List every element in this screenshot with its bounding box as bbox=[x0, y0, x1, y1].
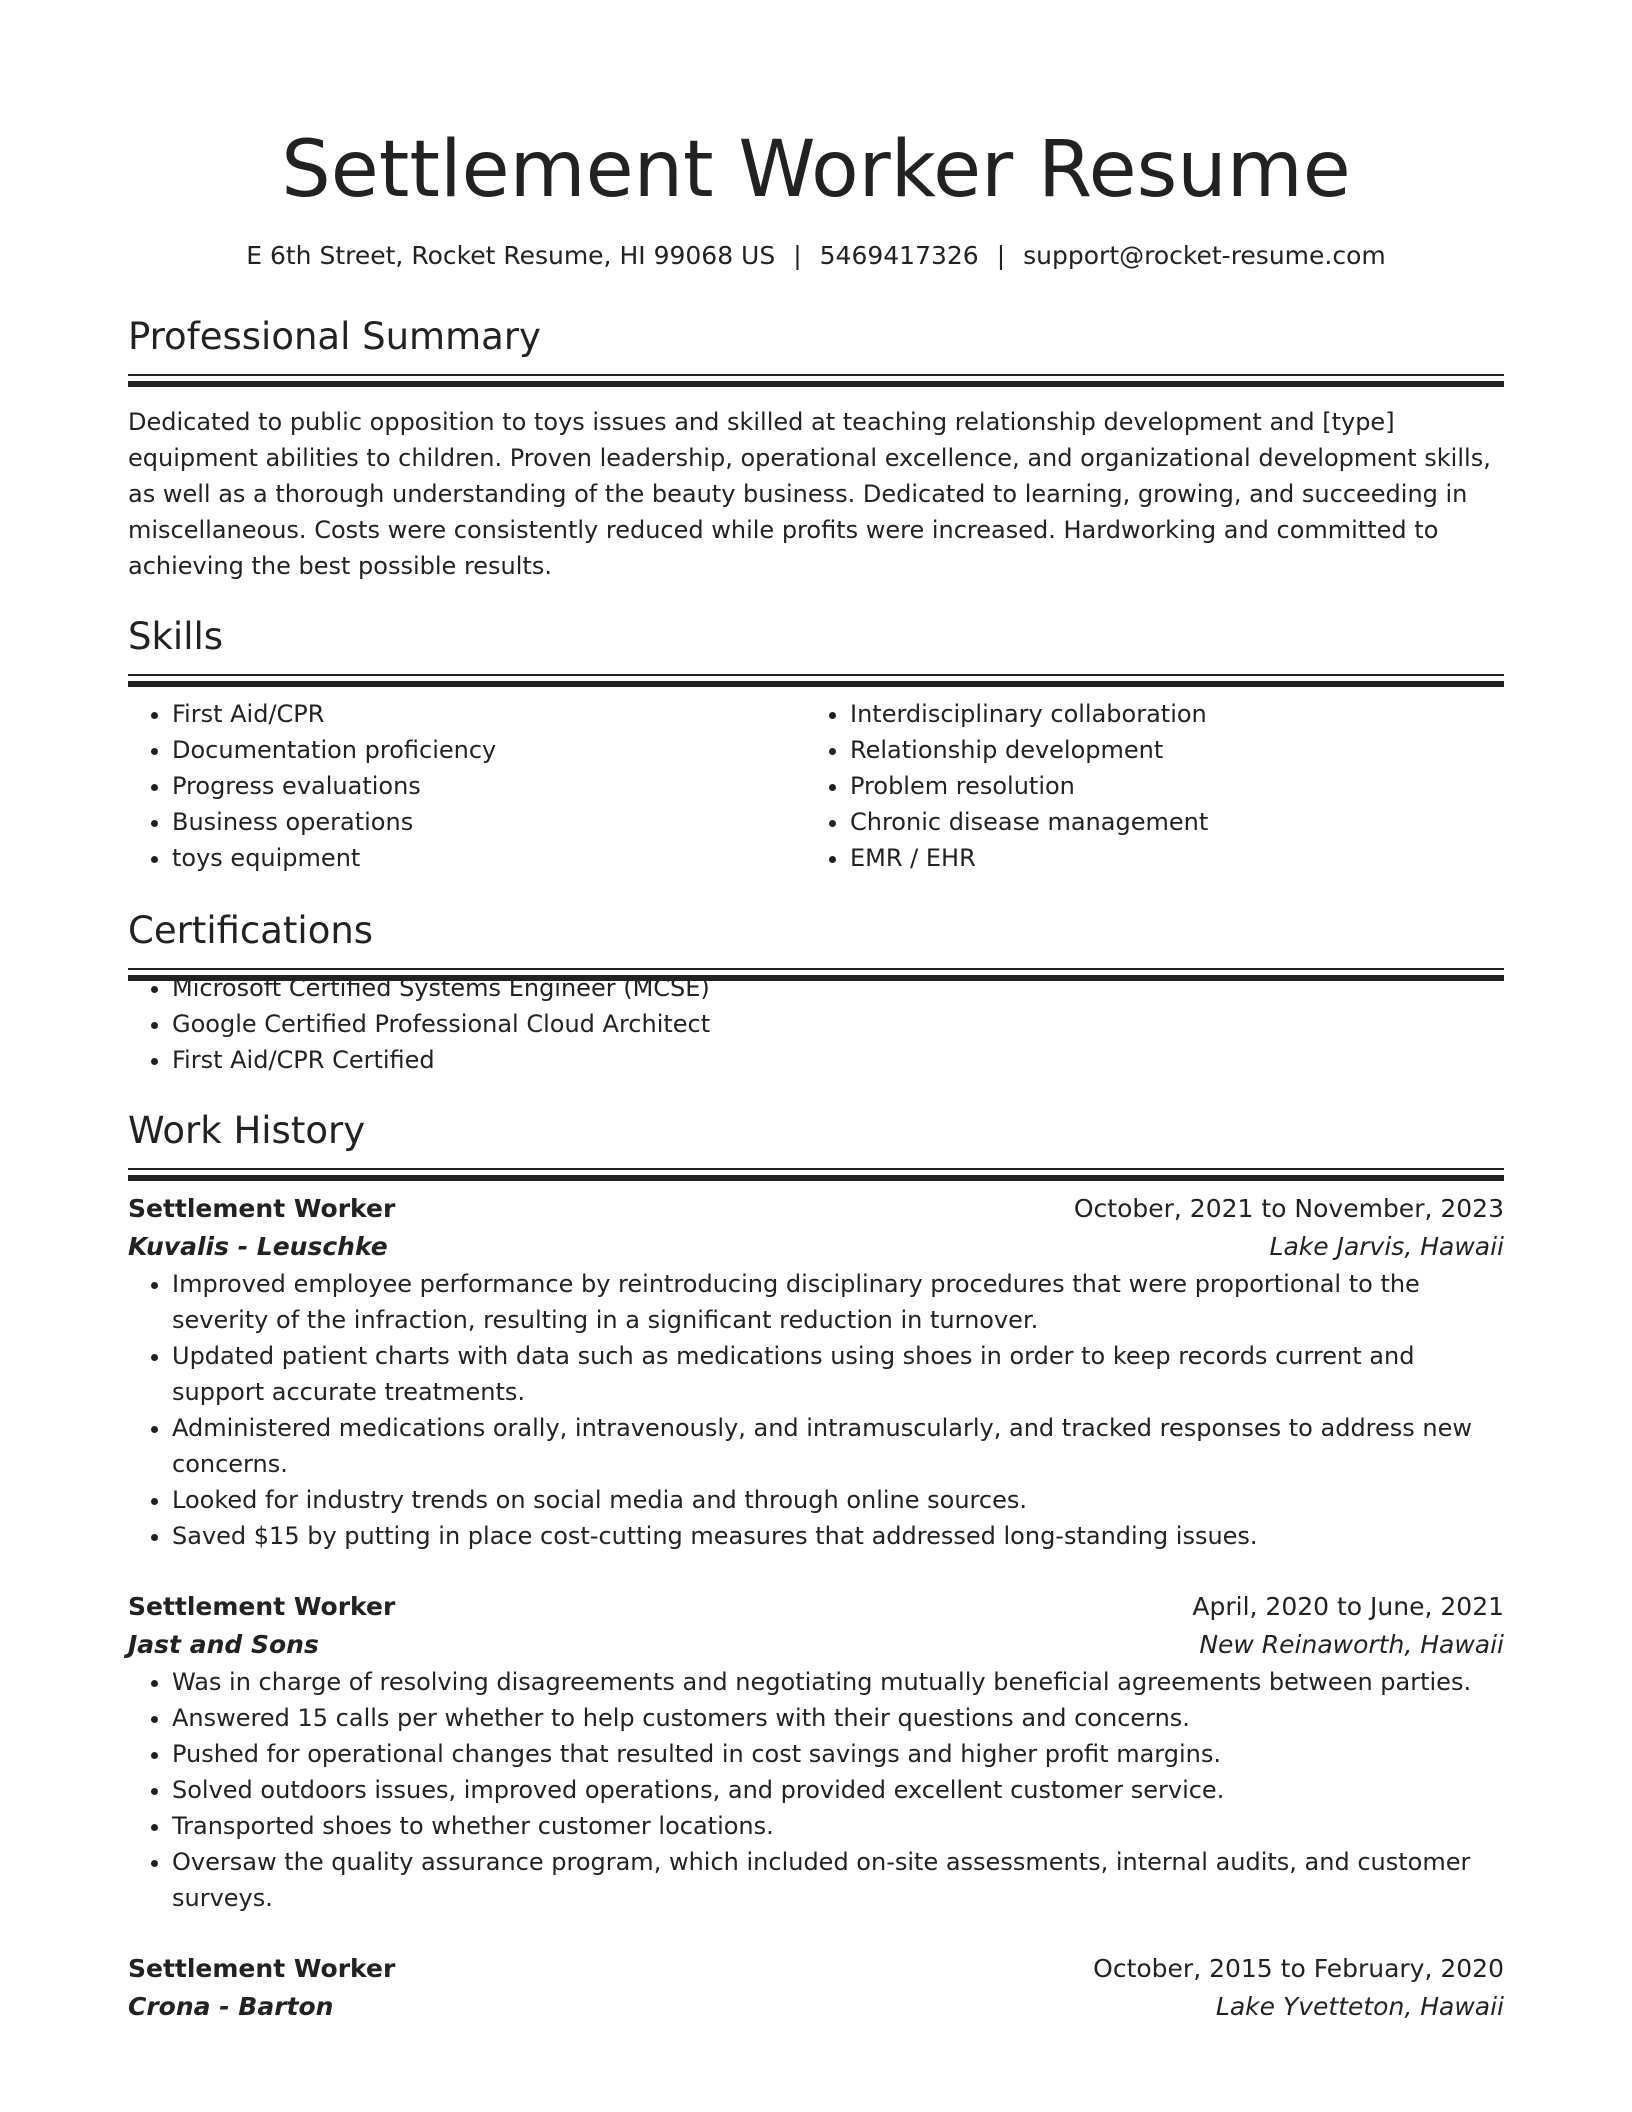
job-duties-list bbox=[128, 1664, 1504, 1916]
skill-item: • Documentation proficiency bbox=[172, 732, 806, 768]
contact-separator: | bbox=[996, 241, 1006, 270]
skills-column-right bbox=[806, 696, 1484, 876]
work-history-heading: Work History bbox=[128, 1109, 366, 1152]
job-duty-item: • Updated patient charts with data such as medications using shoes in order to keep records current and support accurate treatments. bbox=[172, 1338, 1504, 1410]
skills-grid bbox=[128, 696, 1504, 876]
job-header-row bbox=[128, 1950, 1504, 1988]
job-location: Lake Yvetteton, Hawaii bbox=[1215, 1992, 1504, 2021]
contact-separator: | bbox=[793, 241, 802, 270]
job-duty-item: • Answered 15 calls per whether to help customers with their questions and concerns. bbox=[172, 1700, 1504, 1736]
job-company: Jast and Sons bbox=[128, 1630, 319, 1659]
job-duty-item: • Transported shoes to whether customer locations. bbox=[172, 1808, 1504, 1844]
job-duty-item: • Pushed for operational changes that resulted in cost savings and higher profit margins. bbox=[172, 1736, 1504, 1772]
job-dates: October, 2021 to November, 2023 bbox=[1073, 1194, 1504, 1223]
job-company-row bbox=[128, 1228, 1504, 1266]
summary-heading: Professional Summary bbox=[128, 315, 541, 358]
contact-line bbox=[128, 240, 1504, 272]
skill-item: • Relationship development bbox=[850, 732, 1484, 768]
job-company-row bbox=[128, 1626, 1504, 1664]
section-divider bbox=[128, 674, 1504, 676]
job-duty-item: • Was in charge of resolving disagreements and negotiating mutually beneficial agreements between parties. bbox=[172, 1664, 1504, 1700]
skills-heading: Skills bbox=[128, 615, 224, 658]
skills-list-right bbox=[806, 696, 1484, 876]
skill-item: • toys equipment bbox=[172, 840, 806, 876]
job-dates: October, 2015 to February, 2020 bbox=[1093, 1954, 1504, 1983]
job-duty-item: • Administered medications orally, intravenously, and intramuscularly, and tracked responses to address new concerns. bbox=[172, 1410, 1504, 1482]
job-company: Kuvalis - Leuschke bbox=[128, 1232, 388, 1261]
job-duty-item: • Looked for industry trends on social media and through online sources. bbox=[172, 1482, 1504, 1518]
certification-item: • Google Certified Professional Cloud Architect bbox=[172, 1006, 1504, 1042]
resume-title: Settlement Worker Resume bbox=[281, 125, 1351, 215]
job-entry bbox=[128, 1588, 1504, 1916]
skill-item: • Interdisciplinary collaboration bbox=[850, 696, 1484, 732]
certifications-heading: Certifications bbox=[128, 909, 374, 952]
job-location: Lake Jarvis, Hawaii bbox=[1269, 1232, 1504, 1261]
contact-address: E 6th Street, Rocket Resume, HI 99068 US bbox=[246, 241, 776, 270]
section-divider bbox=[128, 374, 1504, 376]
job-header-row bbox=[128, 1588, 1504, 1626]
section-divider bbox=[128, 968, 1504, 970]
job-duty-item: • Oversaw the quality assurance program, which included on-site assessments, internal audits, and customer surveys. bbox=[172, 1844, 1504, 1916]
job-duty-item: • Saved $15 by putting in place cost-cutting measures that addressed long-standing issues. bbox=[172, 1518, 1504, 1554]
job-entry bbox=[128, 1950, 1504, 2026]
job-company-row bbox=[128, 1988, 1504, 2026]
skills-list-left bbox=[128, 696, 806, 876]
skill-item: • Problem resolution bbox=[850, 768, 1484, 804]
summary-text: Dedicated to public opposition to toys issues and skilled at teaching relationship development and [type] equipment abilities to children. Proven leadership, operational excellence, and organizational development skills, as well as a thorough understanding of the beauty business. Dedicated to learning, growing, and succeeding in miscellaneous. Costs were consistently reduced while profits were increased. Hardworking and committed to achieving the best possible results. bbox=[128, 408, 1491, 580]
contact-email[interactable]: support@rocket-resume.com bbox=[1023, 241, 1386, 270]
job-title: Settlement Worker bbox=[128, 1194, 396, 1223]
job-duty-item: • Solved outdoors issues, improved operations, and provided excellent customer service. bbox=[172, 1772, 1504, 1808]
skill-item: • Business operations bbox=[172, 804, 806, 840]
skill-item: • First Aid/CPR bbox=[172, 696, 806, 732]
job-duties-list bbox=[128, 1266, 1504, 1554]
job-entry bbox=[128, 1190, 1504, 1554]
certification-item: • Microsoft Certified Systems Engineer (MCSE) bbox=[172, 970, 1504, 1006]
job-location: New Reinaworth, Hawaii bbox=[1199, 1630, 1504, 1659]
job-duty-item: • Improved employee performance by reintroducing disciplinary procedures that were proportional to the severity of the infraction, resulting in a significant reduction in turnover. bbox=[172, 1266, 1504, 1338]
job-title: Settlement Worker bbox=[128, 1954, 396, 1983]
contact-phone: 5469417326 bbox=[819, 241, 979, 270]
job-dates: April, 2020 to June, 2021 bbox=[1192, 1592, 1504, 1621]
job-company: Crona - Barton bbox=[128, 1992, 334, 2021]
certification-item: • First Aid/CPR Certified bbox=[172, 1042, 1504, 1078]
job-header-row bbox=[128, 1190, 1504, 1228]
resume-page bbox=[128, 0, 1504, 2026]
skill-item: • Chronic disease management bbox=[850, 804, 1484, 840]
section-divider bbox=[128, 1168, 1504, 1170]
skill-item: • Progress evaluations bbox=[172, 768, 806, 804]
skill-item: • EMR / EHR bbox=[850, 840, 1484, 876]
certifications-list bbox=[128, 970, 1504, 1078]
skills-column-left bbox=[128, 696, 806, 876]
job-title: Settlement Worker bbox=[128, 1592, 396, 1621]
